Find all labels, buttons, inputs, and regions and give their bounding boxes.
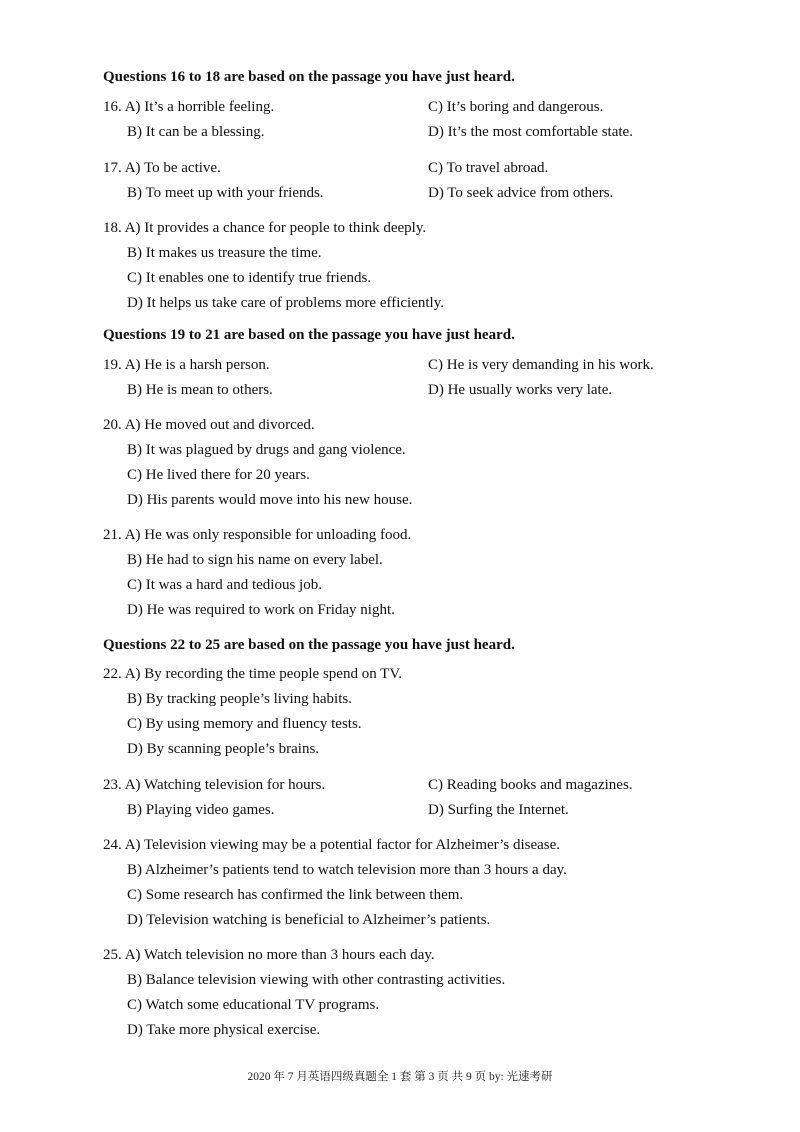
page-footer: 2020 年 7 月英语四级真题全 1 套 第 3 页 共 9 页 by: 光速考研: [247, 1071, 553, 1083]
option-b: B) Alzheimer’s patients tend to watch television more than 3 hours a day.: [127, 862, 567, 878]
question-number: 23.: [103, 777, 122, 793]
option-c: C) Some research has confirmed the link between them.: [127, 887, 464, 903]
option-b: B) Balance television viewing with other contrasting activities.: [127, 972, 506, 988]
option-d: D) Take more physical exercise.: [127, 1022, 321, 1038]
option-d: D) He was required to work on Friday night.: [127, 602, 395, 618]
option-a: A) It’s a horrible feeling.: [124, 99, 275, 115]
option-b: B) To meet up with your friends.: [127, 185, 324, 201]
question-20: [103, 417, 315, 434]
option-c: C) It enables one to identify true friends.: [127, 270, 372, 286]
option-d: D) By scanning people’s brains.: [127, 741, 320, 757]
option-d: D) He usually works very late.: [428, 382, 613, 398]
option-c: C) He is very demanding in his work.: [428, 357, 654, 373]
section-heading: Questions 19 to 21 are based on the passage you have just heard.: [103, 327, 515, 343]
option-c: C) It was a hard and tedious job.: [127, 577, 322, 593]
option-d: D) To seek advice from others.: [428, 185, 614, 201]
option-b: B) By tracking people’s living habits.: [127, 691, 352, 707]
option-a: A) He moved out and divorced.: [124, 417, 315, 433]
question-number: 16.: [103, 99, 122, 115]
question-number: 21.: [103, 527, 122, 543]
option-b: B) It was plagued by drugs and gang violence.: [127, 442, 406, 458]
option-c: C) Reading books and magazines.: [428, 777, 633, 793]
option-d: D) His parents would move into his new house.: [127, 492, 413, 508]
section-heading: Questions 16 to 18 are based on the passage you have just heard.: [103, 69, 515, 85]
option-a: A) By recording the time people spend on TV.: [124, 666, 402, 682]
question-number: 19.: [103, 357, 122, 373]
option-a: A) He is a harsh person.: [124, 357, 270, 373]
question-18: [103, 220, 426, 237]
question-number: 24.: [103, 837, 122, 853]
question-24: [103, 837, 560, 854]
option-d: D) It’s the most comfortable state.: [428, 124, 633, 140]
option-b: B) It can be a blessing.: [127, 124, 265, 140]
question-number: 17.: [103, 160, 122, 176]
question-16: [103, 99, 274, 116]
option-b: B) He is mean to others.: [127, 382, 273, 398]
option-a: A) Television viewing may be a potential factor for Alzheimer’s disease.: [124, 837, 561, 853]
question-number: 22.: [103, 666, 122, 682]
option-b: B) It makes us treasure the time.: [127, 245, 322, 261]
option-b: B) Playing video games.: [127, 802, 275, 818]
question-number: 18.: [103, 220, 122, 236]
option-a: A) Watching television for hours.: [124, 777, 326, 793]
option-a: A) Watch television no more than 3 hours each day.: [124, 947, 435, 963]
option-d: D) Surfing the Internet.: [428, 802, 569, 818]
option-d: D) Television watching is beneficial to Alzheimer’s patients.: [127, 912, 491, 928]
question-25: [103, 947, 435, 964]
question-17: [103, 160, 221, 177]
option-a: A) It provides a chance for people to think deeply.: [124, 220, 427, 236]
question-23: [103, 777, 325, 794]
question-21: [103, 527, 411, 544]
section-heading: Questions 22 to 25 are based on the passage you have just heard.: [103, 637, 515, 653]
option-c: C) He lived there for 20 years.: [127, 467, 310, 483]
option-b: B) He had to sign his name on every label.: [127, 552, 383, 568]
option-c: C) By using memory and fluency tests.: [127, 716, 362, 732]
option-d: D) It helps us take care of problems more efficiently.: [127, 295, 444, 311]
option-c: C) It’s boring and dangerous.: [428, 99, 604, 115]
option-a: A) To be active.: [124, 160, 221, 176]
question-19: [103, 357, 270, 374]
option-c: C) Watch some educational TV programs.: [127, 997, 380, 1013]
option-c: C) To travel abroad.: [428, 160, 549, 176]
option-a: A) He was only responsible for unloading food.: [124, 527, 412, 543]
question-number: 25.: [103, 947, 122, 963]
question-22: [103, 666, 402, 683]
question-number: 20.: [103, 417, 122, 433]
